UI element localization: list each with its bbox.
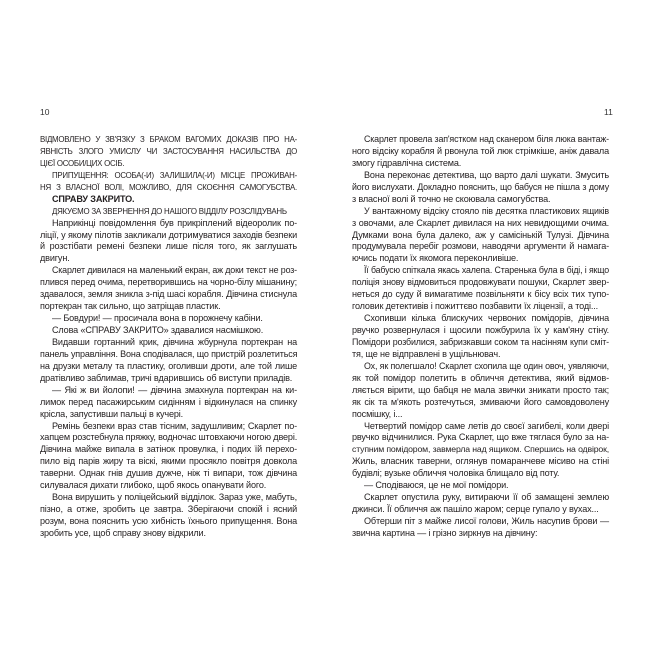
text-line: дратівливо заблимав, тричі вдарившись об виступи приладів.: [40, 372, 293, 383]
text-line: ПРИПУЩЕННЯ: ОСОБА(-И) ЗАЛИШИЛА(-И) МІСЦЕ ПРОЖИВАН-: [52, 170, 297, 180]
text-line: Думками вона була далеко, аж у самісінькій Тулузі. Дівчина: [352, 229, 609, 240]
text-line: ючись подати їх якомога переконливіше.: [352, 253, 519, 264]
text-line: ЦІЄЇ ОСОБИ/ЦИХ ОСІБ.: [40, 158, 125, 168]
text-line: здавалося, земля зникла з-під шасі корабля. Дівчина стиснула: [40, 289, 297, 300]
text-line: тя, ще не відправлені в ущільнювач.: [352, 348, 501, 359]
text-line: Скарлет опустила руку, витираючи її об замащені землею: [364, 492, 609, 503]
text-line: головик детективів і пожиттєво позбавити їх ліцензії, а тоді...: [352, 301, 598, 312]
text-line: Обтерши піт з майже лисої голови, Жиль насупив брови —: [364, 516, 609, 526]
text-line: звична картина — і грізно зиркнув на дівчину:: [352, 527, 538, 538]
text-line: Жиль, власник таверни, оглянув помаранчеве місиво на стіні: [352, 456, 609, 467]
text-line: пізно, а отже, зробить це завтра. Зберігаючи спокій і ясний: [40, 504, 297, 515]
text-line: плився перед очима, перетворившись на чорно-білу мішанину;: [40, 277, 297, 288]
page-number-right: 11: [604, 107, 613, 117]
text-line: посмішку, і...: [352, 408, 403, 419]
text-line: хапцем розстебнула пряжку, водночас штовхаючи ногою двері.: [40, 432, 298, 443]
text-line: ступним помідором, завмерла над ящиком. Спершись на одвірок,: [352, 444, 609, 455]
text-line: портекран так сильно, що затріщав пластик.: [40, 301, 221, 312]
text-line: розум, вона пояснить усю хибність їхнього припущення. Вона: [40, 516, 297, 526]
text-line: будівлі; вузьке обличчя чоловіка блищало від поту.: [352, 468, 560, 479]
text-line: неться до суду й вимагатиме позвільняти к бісу всіх тих тупо-: [352, 289, 609, 300]
text-line: Скарлет провела зап'ястком над сканером біля люка вантаж-: [364, 134, 609, 144]
text-line: Дівчина майже випала в затінок провулка, і подих їй перехо-: [40, 444, 297, 455]
text-line: ДЯКУЄМО ЗА ЗВЕРНЕННЯ ДО НАШОГО ВІДДІЛУ РОЗСЛІДУВАНЬ: [52, 206, 287, 216]
text-line: Ремінь безпеки враз став тісним, задушливим; Скарлет по-: [52, 420, 297, 431]
text-line: лимок перед пасажирським сидінням і відкинулася на спинку: [40, 396, 297, 407]
text-line: силувалася дихати глибоко, щоб якось опанувати його.: [40, 480, 267, 491]
text-line: Четвертий помідор саме летів до своєї загибелі, коли двері: [364, 420, 609, 431]
text-line: Вона вирушить у поліцейський відділок. Зараз уже, мабуть,: [52, 492, 297, 503]
text-line: двигун.: [40, 253, 70, 264]
text-line: — Бовдури! — просичала вона в порожнечу кабіни.: [52, 313, 263, 324]
text-line: — Сподіваюся, це не мої помідори.: [364, 480, 509, 491]
text-line: крісла, запустивши пальці в кучері.: [40, 408, 184, 419]
text-line: ЯВНІСТЬ ЗЛОГО УМИСЛУ ЧИ ЗАСТОСУВАННЯ НАСИЛЬСТВА ДО: [40, 146, 297, 156]
case-closed-heading: СПРАВУ ЗАКРИТО.: [52, 193, 135, 204]
text-line: й розстібати ремені безпеки лише після того, як заглушать: [40, 241, 297, 252]
text-line: ВІДМОВЛЕНО У ЗВ'ЯЗКУ З БРАКОМ ВАГОМИХ ДОКАЗІВ ПРО НА-: [40, 135, 297, 144]
text-line: Видавши гортанний крик, дівчина жбурнула портекран на: [52, 336, 297, 347]
text-line: продумувала перебіг розмови, наводячи аргументи й намага-: [352, 241, 609, 252]
text-line: з овочами, але Скарлет дивилася на них невидющими очима.: [352, 217, 609, 228]
page-number-left: 10: [40, 107, 50, 117]
text-line: ного відсіку корабля й рвонула той люк стрімкіше, аніж давала: [352, 145, 609, 156]
text-line: таверни. Однак гнів душив дужче, ніж ті випари, тож дівчина: [40, 468, 297, 479]
text-line: Ох, як полегшало! Скарлет схопила ще один овоч, уявляючи,: [364, 360, 609, 371]
text-line: ляється вірити, що бабця не мала звички зникати просто так;: [352, 384, 609, 395]
text-line: — Які ж ви йолопи! — дівчина змахнула портекран на ки-: [52, 384, 297, 395]
text-line: як той помідор полетить в обличчя детектива, який відмов-: [352, 372, 609, 383]
text-line: на друзки металу та пластику, оголивши дроти, але той лише: [40, 360, 297, 371]
right-page-text: [352, 134, 609, 540]
text-line: з власної волі й точно не скоювала самогубства.: [352, 193, 551, 204]
text-line: поліція знову відмовиться продовжувати пошуки, Скарлет звер-: [352, 277, 609, 288]
text-line: НЯ З ВЛАСНОЇ ВОЛІ, МОЖЛИВО, ДЛЯ СКОЄННЯ САМОГУБСТВА.: [40, 182, 297, 192]
text-line: Скарлет дивилася на маленький екран, аж доки текст не роз-: [52, 265, 297, 276]
text-line: Схопивши кілька блискучих червоних помідорів, дівчина: [364, 313, 609, 324]
text-line: як сік та м'якоть розтечуться, змиваючи його самовдоволену: [352, 396, 609, 407]
text-line: його вислухати. Докладно пояснить, що бабуся не пішла з дому: [352, 181, 609, 192]
text-line: ліції, у якому пілотів закликали дотримуватися заходів безпеки: [40, 229, 297, 240]
text-line: Наприкінці повідомлення був прикріплений відеоролик по-: [52, 217, 297, 228]
text-line: зробить усе, щоб справу знову відкрили.: [40, 527, 206, 538]
text-line: панель управління. Вона сподівалася, що пристрій розлетиться: [40, 348, 298, 359]
left-page-text: [40, 134, 297, 540]
text-line: У вантажному відсіку стояло пів десятка пластикових ящиків: [364, 205, 609, 216]
text-line: Помідори розбилися, забризкавши соком та насінням купи сміт-: [352, 336, 609, 347]
text-line: Її бабусю спіткала якась халепа. Старенька була в біді, і якщо: [364, 265, 609, 276]
text-line: Вона переконає детектива, що варто далі шукати. Змусить: [364, 169, 609, 180]
text-line: пило від парів жиру та віскі, якими просякло повітря довкола: [40, 456, 297, 467]
text-line: рвучко розвернулася і щосили пожбурила їх у кам'яну стіну.: [352, 325, 609, 335]
text-line: змогу гідравлічна система.: [352, 157, 462, 168]
text-line: джинси. Її обличчя аж пашіло жаром; серце гупало у вухах...: [352, 504, 599, 515]
text-line: рвучко відчинилися. Рука Скарлет, що вже тяглася було за на-: [352, 432, 609, 443]
text-line: Слова «СПРАВУ ЗАКРИТО» здавалися насмішкою.: [52, 325, 264, 335]
